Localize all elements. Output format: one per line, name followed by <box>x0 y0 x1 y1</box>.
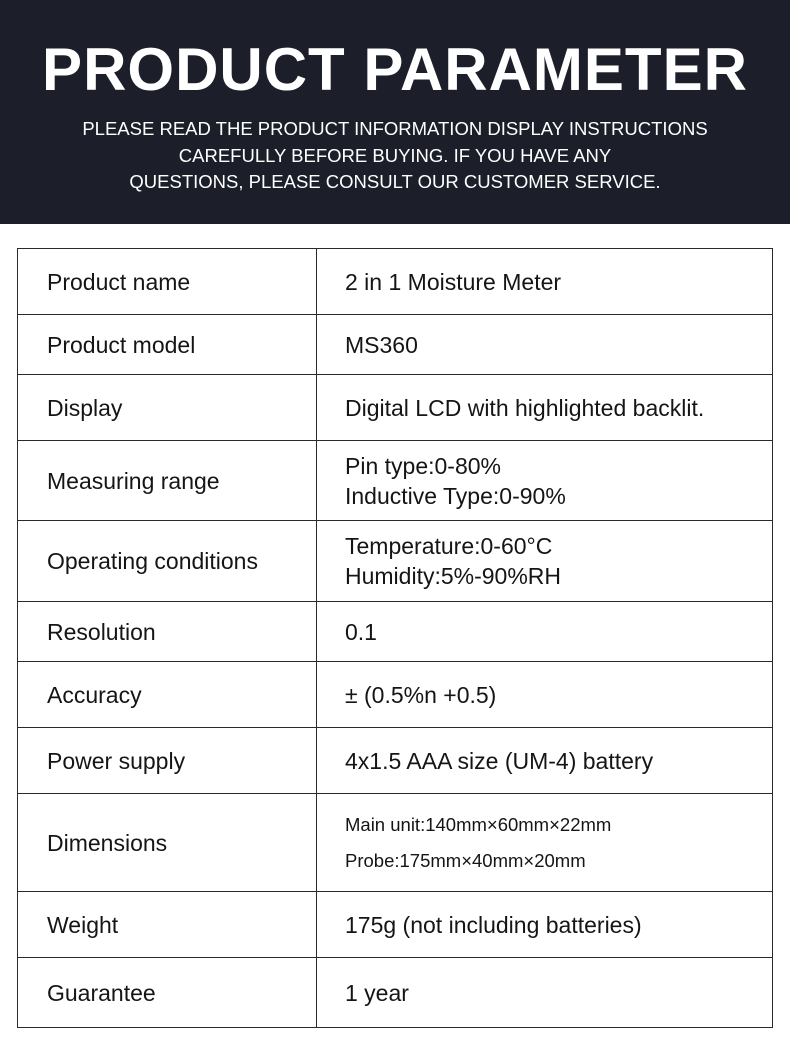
param-label: Product model <box>18 315 317 375</box>
param-value-line: Digital LCD with highlighted backlit. <box>345 394 705 421</box>
param-label: Measuring range <box>18 441 317 521</box>
header-banner <box>0 0 790 224</box>
param-value-line: 2 in 1 Moisture Meter <box>345 268 562 295</box>
row-power-supply <box>18 728 773 794</box>
param-value <box>317 375 773 441</box>
param-label: Weight <box>18 892 317 958</box>
param-value-line: 4x1.5 AAA size (UM-4) battery <box>345 747 654 774</box>
param-label: Dimensions <box>18 794 317 892</box>
instructions-line: CAREFULLY BEFORE BUYING. IF YOU HAVE ANY <box>178 144 612 166</box>
param-label: Operating conditions <box>18 521 317 602</box>
row-operating-conditions <box>18 521 773 602</box>
param-value <box>317 794 773 892</box>
param-value <box>317 249 773 315</box>
param-label: Power supply <box>18 728 317 794</box>
param-label: Accuracy <box>18 662 317 728</box>
param-value <box>317 315 773 375</box>
param-value-line: Humidity:5%-90%RH <box>345 563 562 589</box>
param-value <box>317 728 773 794</box>
param-value-line: MS360 <box>345 331 418 358</box>
param-label: Resolution <box>18 602 317 662</box>
instructions-line: PLEASE READ THE PRODUCT INFORMATION DISPLAY INSTRUCTIONS <box>82 118 708 139</box>
param-value-line: Pin type:0-80% <box>345 452 501 479</box>
instructions-text <box>40 116 750 196</box>
instructions-line: QUESTIONS, PLEASE CONSULT OUR CUSTOMER SERVICE. <box>129 171 661 192</box>
parameter-table <box>17 248 773 1028</box>
param-value <box>317 662 773 728</box>
param-value <box>317 602 773 662</box>
row-dimensions <box>18 794 773 892</box>
param-value-line: 175g (not including batteries) <box>345 911 642 938</box>
param-value-line: Probe:175mm×40mm×20mm <box>345 849 586 871</box>
page-title: PRODUCT PARAMETER <box>42 36 748 103</box>
param-value <box>317 958 773 1028</box>
row-measuring-range <box>18 441 773 521</box>
param-value <box>317 521 773 602</box>
row-weight <box>18 892 773 958</box>
param-value-line: 1 year <box>345 979 409 1006</box>
row-guarantee <box>18 958 773 1028</box>
row-resolution <box>18 602 773 662</box>
row-product-name <box>18 249 773 315</box>
param-value-line: Temperature:0-60°C <box>345 533 553 559</box>
param-label: Product name <box>18 249 317 315</box>
param-label: Guarantee <box>18 958 317 1028</box>
param-value <box>317 892 773 958</box>
param-value-line: ± (0.5%n +0.5) <box>345 681 497 708</box>
row-display <box>18 375 773 441</box>
param-value <box>317 441 773 521</box>
param-label: Display <box>18 375 317 441</box>
param-value-line: Main unit:140mm×60mm×22mm <box>345 813 612 835</box>
param-value-line: 0.1 <box>345 618 377 645</box>
param-value-line: Inductive Type:0-90% <box>345 482 566 509</box>
row-accuracy <box>18 662 773 728</box>
row-product-model <box>18 315 773 375</box>
